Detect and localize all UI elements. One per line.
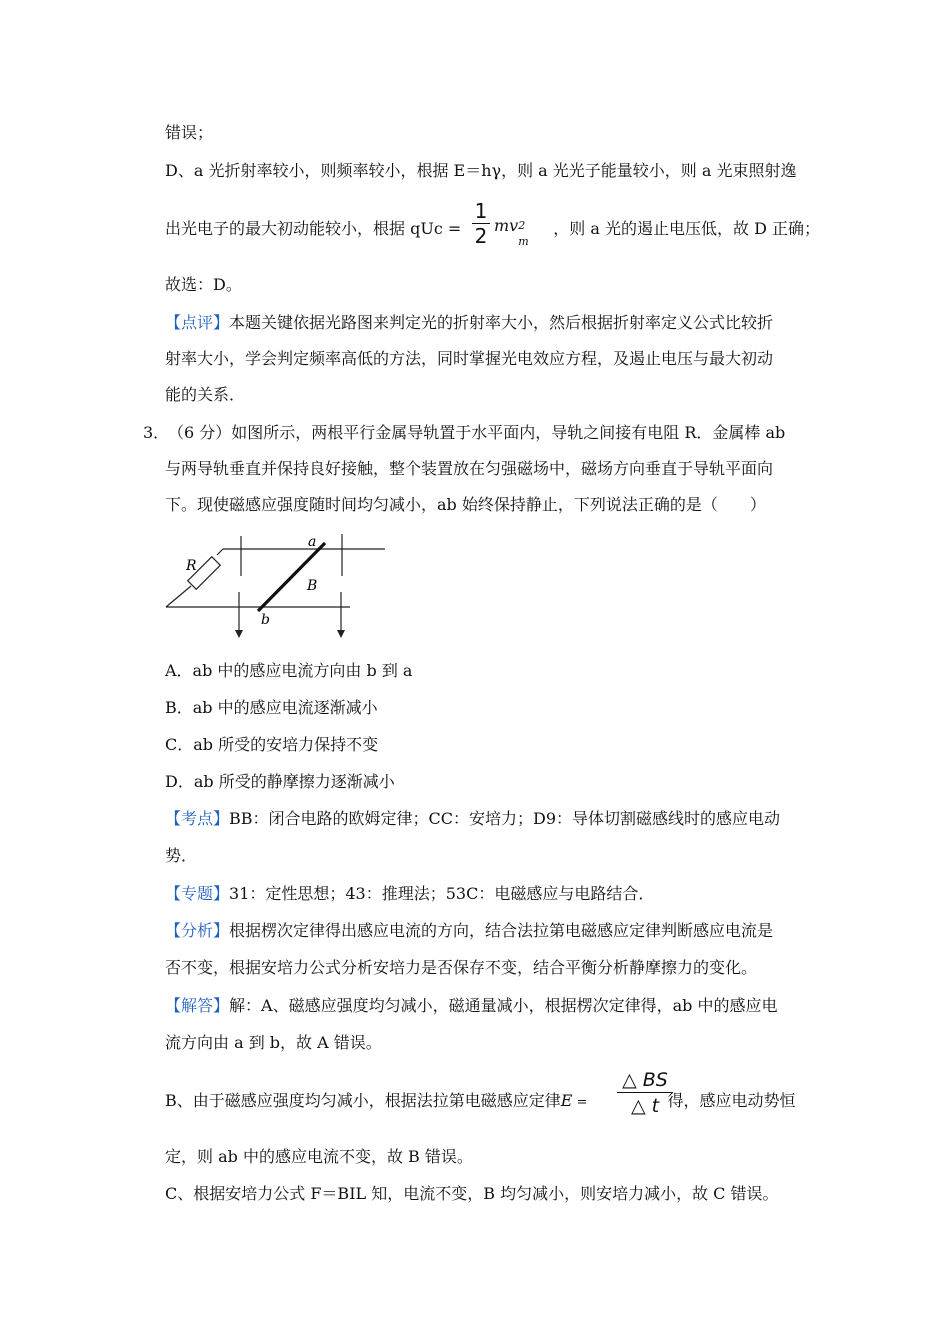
text-seg: 出光电子的最大初动能较小，根据 qUc [165,219,448,238]
label-B: B [307,578,318,594]
text-line: 定，则 ab 中的感应电流不变，故 B 错误。 [165,1147,473,1166]
text-seg: 本题关键依据光路图来判定光的折射率大小，然后根据折射率定义公式比较折 [229,313,774,332]
text-line [165,1090,796,1114]
formula-E: E [560,1091,573,1110]
text-line: （6 分）如图所示，两根平行金属导轨置于水平面内，导轨之间接有电阻 R．金属棒 ab [168,423,786,442]
fraction-half [472,199,490,248]
label-a: a [308,534,317,550]
option-a: A．ab 中的感应电流方向由 b 到 a [165,661,413,680]
text-line: 能的关系． [165,385,246,404]
option-d: D．ab 所受的静摩擦力逐渐减小 [165,772,395,791]
frac-den: 2 [474,224,488,248]
text-line: 流方向由 a 到 b，故 A 错误。 [165,1033,382,1052]
section-tag: 【点评】 [165,313,230,332]
formula-eq [572,1095,587,1110]
text-line [165,312,773,334]
section-tag: 【考点】 [165,809,230,828]
text-seg: B、由于磁感应强度均匀减小，根据法拉第电磁感应定律 [165,1091,561,1110]
arrow-down-icon [235,630,243,638]
text-seg: BB：闭合电路的欧姆定律；CC：安培力；D9：导体切割磁感线时的感应电动 [229,809,781,828]
text-line [165,218,820,240]
option-c: C．ab 所受的安培力保持不变 [165,735,379,754]
label-b: b [261,612,270,628]
text-seg: ，则 a 光的遏止电压低，故 D 正确； [553,219,820,238]
label-R: R [186,558,197,574]
section-tag: 【专题】 [165,884,230,903]
frac-num: △ BS [622,1069,668,1091]
formula-eq: = [447,219,462,238]
sub: m [518,235,529,248]
sup: 2 [518,219,526,232]
text-line: 否不变，根据安培力公式分析安培力是否保存不变，结合平衡分析静摩擦力的变化。 [165,958,758,977]
eq-sign: = [576,1095,588,1110]
formula-mv [494,216,529,248]
wire [166,586,191,607]
text-seg: 解：A、磁感应强度均匀减小，磁通量减小，根据楞次定律得，ab 中的感应电 [229,996,778,1015]
text-seg: 31：定性思想；43：推理法；53C：电磁感应与电路结合． [229,884,655,903]
text-line [165,920,773,942]
circuit-figure [160,528,392,643]
arrow-down-icon [337,630,345,638]
text-line: D、a 光折射率较小，则频率较小，根据 E＝hγ，则 a 光光子能量较小，则 a 光束照射逸 [165,161,797,180]
text-line: C、根据安培力公式 F＝BIL 知，电流不变，B 均匀减小，则安培力减小，故 C 错误。 [165,1184,779,1203]
wire [217,549,223,555]
text-line [165,808,780,830]
frac-num: 1 [474,199,488,223]
option-b: B．ab 中的感应电流逐渐减小 [165,698,378,717]
metal-rod-ab [258,543,325,611]
text-line: 与两导轨垂直并保持良好接触，整个装置放在匀强磁场中，磁场方向垂直于导轨平面向 [165,459,774,478]
text-line: 射率大小，学会判定频率高低的方法，同时掌握光电效应方程，及遏止电压与最大初动 [165,349,774,368]
question-number: 3． [143,423,170,442]
text-line: 故选：D。 [165,275,242,294]
text-seg: 得，感应电动势恒 [667,1091,796,1110]
text-line: 错误； [165,123,214,142]
text-line [165,883,654,905]
section-tag: 【分析】 [165,921,230,940]
frac-den: △ t [630,1095,660,1117]
text-seg: 根据楞次定律得出感应电流的方向，结合法拉第电磁感应定律判断感应电流是 [229,921,774,940]
section-tag: 【解答】 [165,996,230,1015]
fraction-delta [617,1068,673,1119]
text-line: 下。现使磁感应强度随时间均匀减小，ab 始终保持静止，下列说法正确的是（ ） [165,495,766,514]
text-line: 势． [165,846,198,865]
text-line [165,995,777,1017]
mv-text: mv [494,216,519,235]
